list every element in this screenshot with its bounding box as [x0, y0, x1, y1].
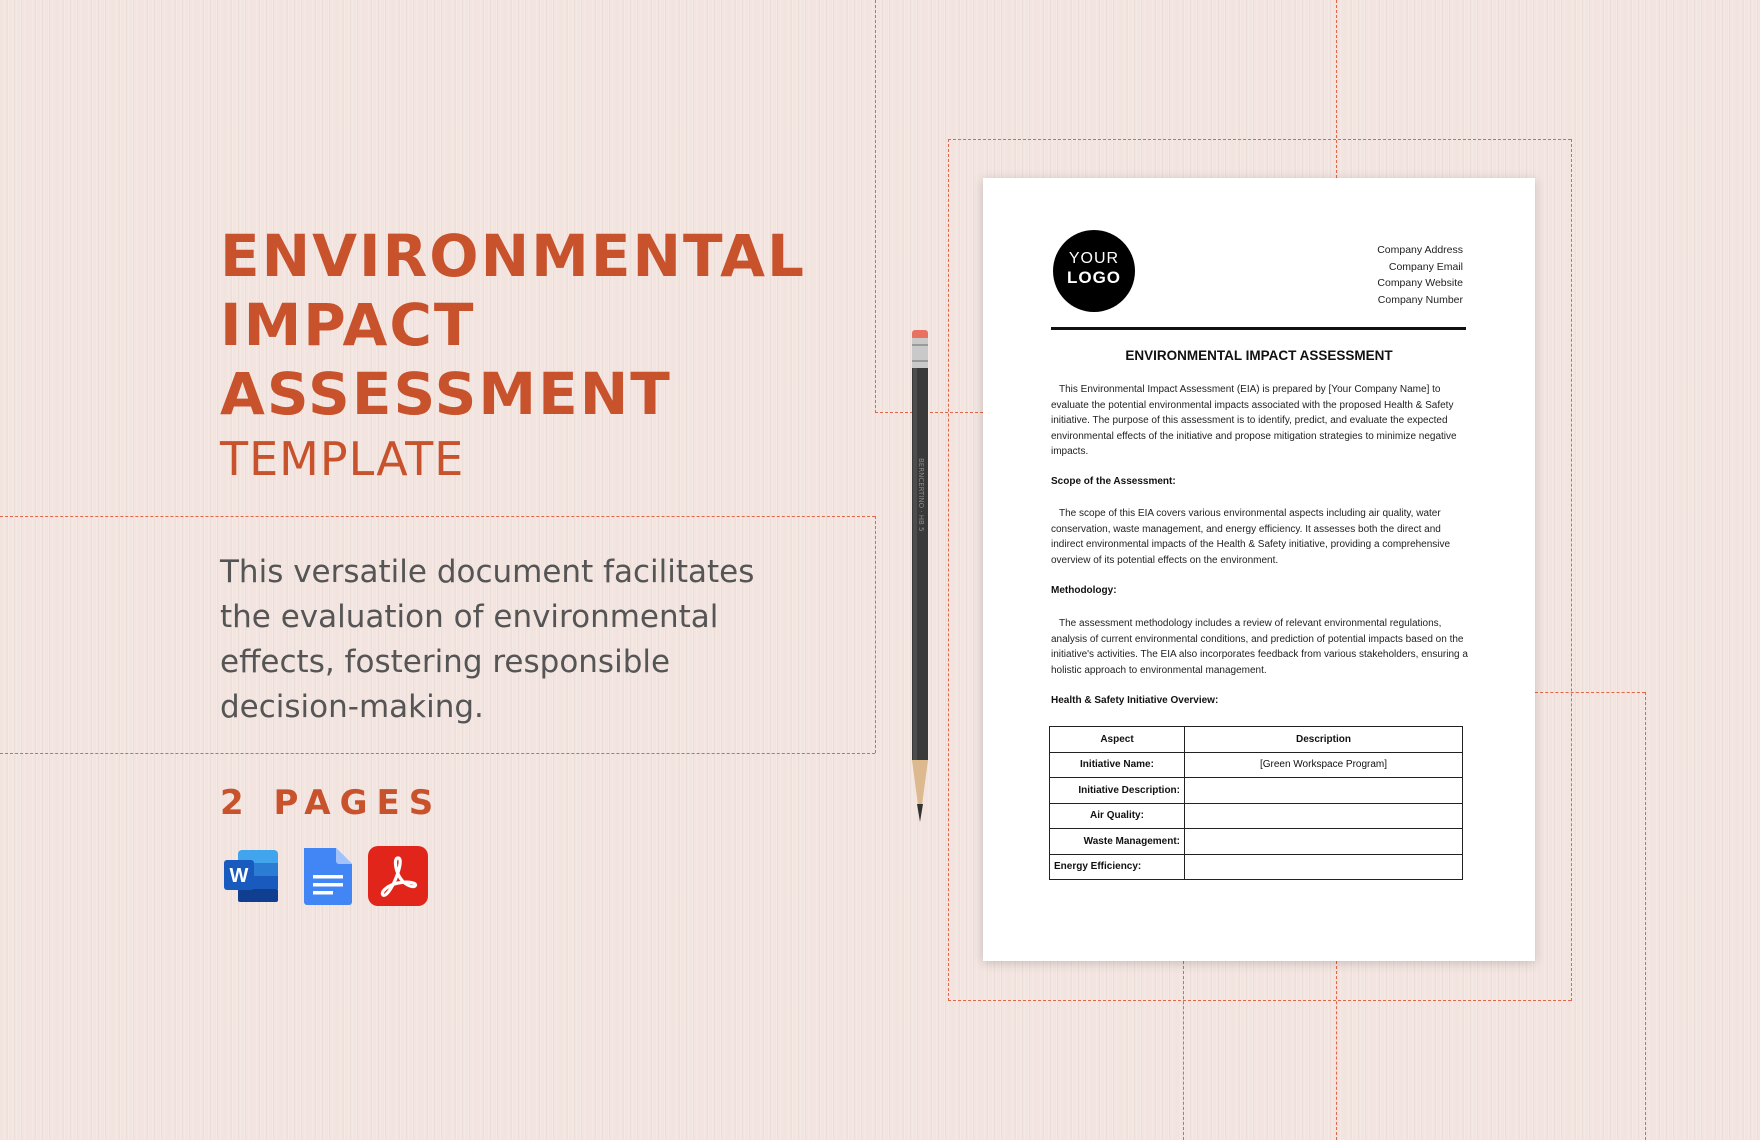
table-row [1050, 752, 1463, 778]
scope-heading: Scope of the Assessment: [1051, 476, 1176, 487]
logo-line-2: LOGO [1066, 268, 1122, 287]
company-number: Company Number [1377, 293, 1463, 306]
pdf-icon [368, 846, 428, 906]
header-rule [1051, 327, 1466, 330]
table-cell-description [1185, 854, 1463, 880]
guide-line [1336, 961, 1337, 1140]
guide-line [1571, 139, 1572, 1001]
logo-placeholder [1053, 230, 1135, 312]
guide-line [875, 516, 876, 753]
aspects-table [1049, 726, 1463, 880]
scope-paragraph: The scope of this EIA covers various environmental aspects including air quality, water conservation, waste management, and energy efficiency. It assesses both the direct and indirect environmental impacts of the Health & Safety initiative, providing a comprehensive overview of its potential effects on the environment. [1051, 508, 1451, 566]
google-docs-icon [298, 846, 358, 906]
table-header: Aspect [1050, 727, 1185, 753]
table-row [1050, 803, 1463, 829]
document-title: ENVIRONMENTAL IMPACT ASSESSMENT [1125, 348, 1393, 363]
subtitle: TEMPLATE [220, 432, 465, 486]
pencil-imprint: BERNCERTINO · HB 5 [917, 458, 925, 532]
table-cell-aspect: Air Quality: [1050, 803, 1185, 829]
guide-line [1535, 692, 1645, 693]
table-cell-description [1185, 829, 1463, 855]
table-cell-aspect: Initiative Description: [1050, 778, 1185, 804]
table-cell-aspect: Initiative Name: [1050, 752, 1185, 778]
page-count: 2 PAGES [220, 783, 443, 823]
table-row [1050, 778, 1463, 804]
document-preview [983, 178, 1535, 961]
guide-line [0, 516, 875, 517]
table-row [1050, 854, 1463, 880]
table-cell-description [1185, 778, 1463, 804]
overview-heading: Health & Safety Initiative Overview: [1051, 695, 1219, 706]
guide-line [948, 1000, 1571, 1001]
guide-line [1645, 692, 1646, 1140]
guide-line [875, 0, 876, 413]
pencil [910, 330, 930, 830]
table-header-row [1050, 727, 1463, 753]
methodology-heading: Methodology: [1051, 585, 1117, 596]
company-website: Company Website [1377, 277, 1463, 289]
title-line-3: ASSESSMENT [220, 360, 672, 428]
table-header: Description [1185, 727, 1463, 753]
table-cell-description [1185, 803, 1463, 829]
methodology-paragraph: The assessment methodology includes a review of relevant environmental regulations, analysis of current environmental conditions, and prediction of potential impacts based on the initiative's activities. The EIA also incorporates feedback from various stakeholders, ensuring a holistic approach to environmental management. [1051, 618, 1468, 676]
table-cell-aspect: Energy Efficiency: [1050, 854, 1185, 880]
guide-line [1183, 961, 1184, 1140]
guide-line [948, 139, 1571, 140]
table-row [1050, 829, 1463, 855]
company-email: Company Email [1388, 260, 1463, 273]
company-address: Company Address [1377, 244, 1463, 256]
description: This versatile document facilitates the evaluation of environmental effects, fostering responsible decision-making. [220, 554, 755, 725]
table-cell-description: [Green Workspace Program] [1185, 752, 1463, 778]
title-line-2: IMPACT [220, 291, 476, 359]
intro-paragraph: This Environmental Impact Assessment (EIA) is prepared by [Your Company Name] to evaluate the potential environmental impacts associated with the proposed Health & Safety initiative. The purpose of this assessment is to identify, predict, and evaluate the expected environmental effects of the initiative and propose mitigation strategies to minimize negative impacts. [1051, 384, 1457, 458]
word-icon-letter: W [229, 865, 249, 887]
table-cell-aspect: Waste Management: [1050, 829, 1185, 855]
logo-line-1: YOUR [1068, 250, 1120, 267]
guide-line [948, 139, 949, 1001]
guide-line [1336, 0, 1337, 178]
word-icon [222, 846, 282, 906]
guide-line [0, 753, 875, 754]
company-details [1377, 242, 1463, 308]
title-line-1: ENVIRONMENTAL [220, 222, 806, 290]
